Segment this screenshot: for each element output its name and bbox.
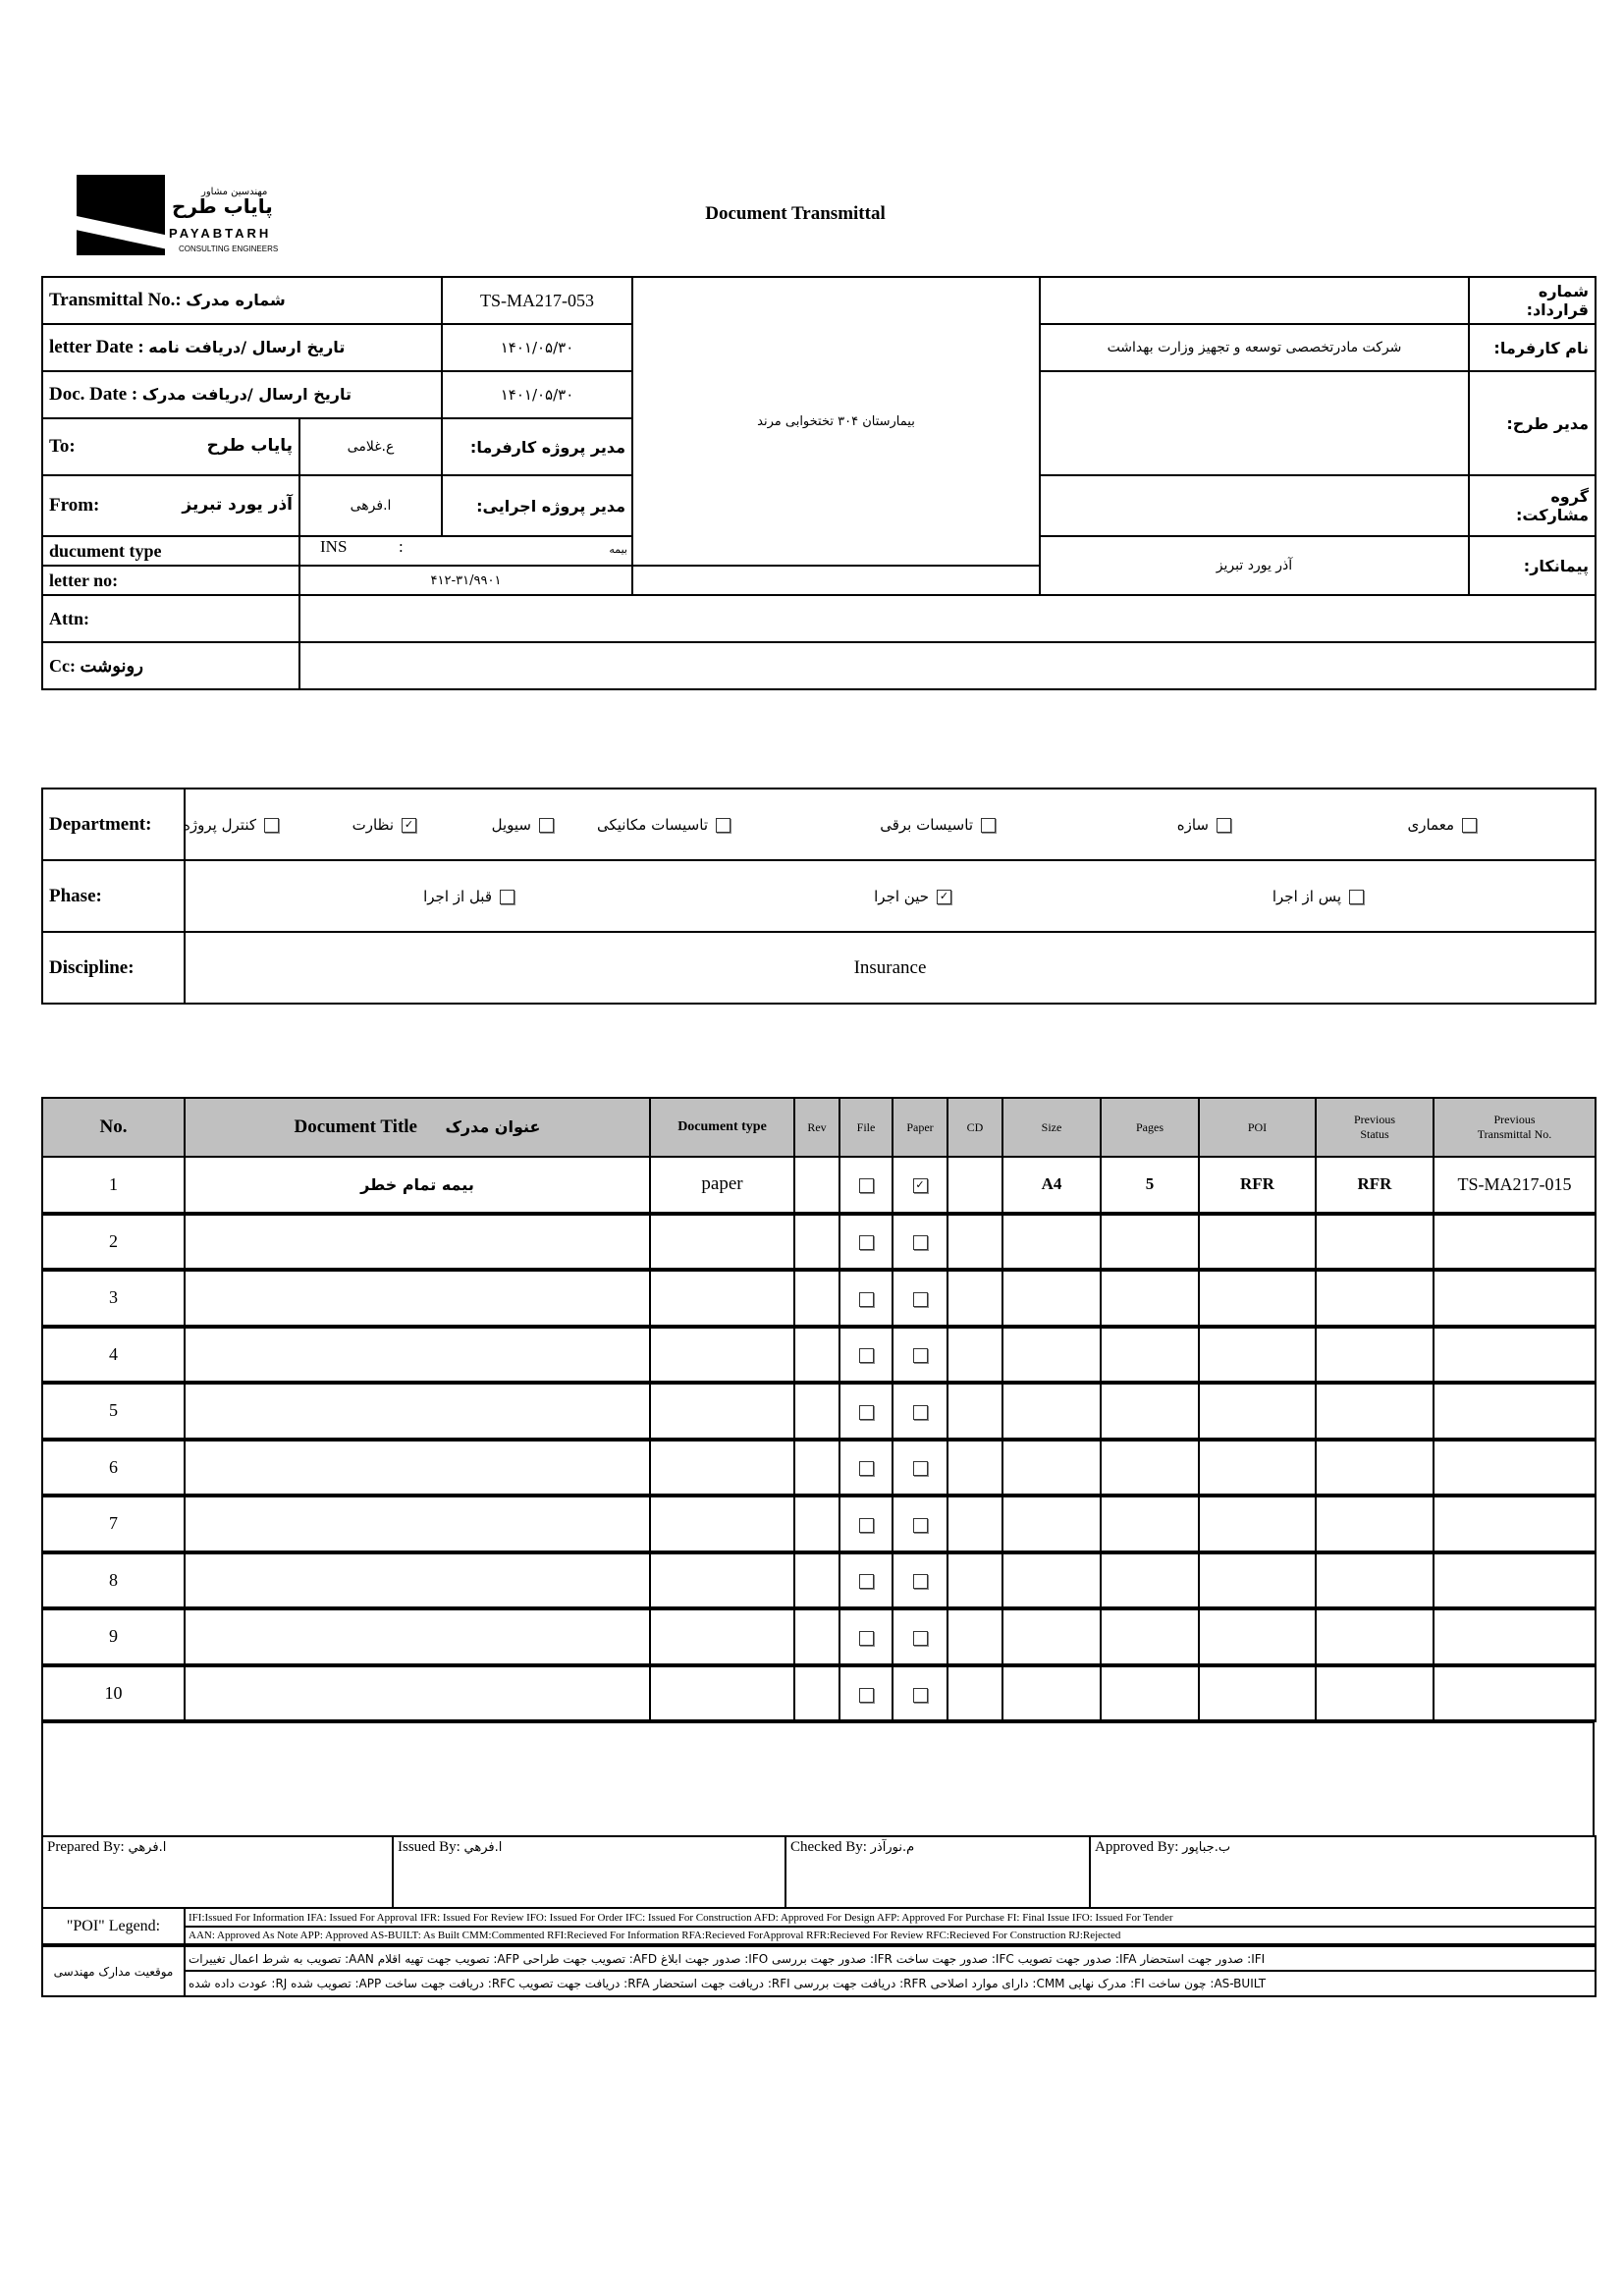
contractor-label: پیمانکار: [1469,536,1596,595]
col-title: Document Title عنوان مدرک [185,1098,650,1157]
cell-title [185,1383,650,1440]
cell-prev-transmittal [1434,1665,1596,1722]
checkbox-icon[interactable] [500,890,514,904]
department-option-label: معماری [1407,815,1454,834]
cell-pages [1101,1383,1199,1440]
col-prev-status: Previous Status [1316,1098,1434,1157]
cell-paper [893,1157,947,1214]
cell-size [1002,1214,1101,1271]
cell-file [839,1383,893,1440]
to-field: To: پایاب طرح [42,418,299,475]
phase-option[interactable] [1272,888,1364,905]
exec-pm-name: ا.فرهی [299,475,442,536]
prepared-by: Prepared By: ا.فرهي [42,1836,393,1908]
discipline-value: Insurance [185,932,1596,1004]
cell-prev-transmittal [1434,1327,1596,1384]
cell-file [839,1496,893,1552]
department-option-label: تاسیسات برقی [880,815,973,834]
phase-option-label: حین اجرا [874,887,929,905]
department-option[interactable] [352,816,416,834]
cell-title [185,1608,650,1665]
cell-pages [1101,1214,1199,1271]
department-option-label: سیویل [491,815,531,834]
cell-file [839,1440,893,1496]
cell-prev-status [1316,1665,1434,1722]
checkbox-icon[interactable] [859,1178,874,1193]
checkbox-icon[interactable] [913,1405,928,1420]
checkbox-icon[interactable] [859,1574,874,1589]
cell-paper [893,1383,947,1440]
table-row [42,1214,1596,1271]
cell-pages [1101,1440,1199,1496]
cell-no: 2 [42,1214,185,1271]
poi-legend-line-2: AAN: Approved As Note APP: Approved AS-BUILT: As Built CMM:Commented RFI:Recieved For Information RFA:Recieved ForApproval RFR:Recieved For Review RFC:Recieved For Construction RJ:Rejected [185,1927,1596,1945]
table-row [42,1327,1596,1384]
cell-cd [947,1157,1002,1214]
phase-option-label: قبل از اجرا [423,887,492,905]
phase-option-label: پس از اجرا [1272,887,1341,905]
cell-paper [893,1327,947,1384]
cell-prev-status [1316,1270,1434,1327]
cell-doc-type [650,1665,794,1722]
cell-prev-status: RFR [1316,1157,1434,1214]
cell-title [185,1496,650,1552]
cell-prev-transmittal [1434,1552,1596,1609]
cell-file [839,1665,893,1722]
cell-doc-type [650,1214,794,1271]
cell-cd [947,1440,1002,1496]
from-field: From: آذر یورد تبریز [42,475,299,536]
department-option-label: نظارت [352,815,394,834]
checkbox-icon[interactable] [913,1518,928,1533]
cell-pages: 5 [1101,1157,1199,1214]
cell-size [1002,1270,1101,1327]
cell-prev-transmittal [1434,1496,1596,1552]
cell-title: بیمه تمام خطر [185,1157,650,1214]
phase-option[interactable] [874,888,951,905]
cell-prev-transmittal [1434,1608,1596,1665]
cell-doc-type [650,1270,794,1327]
phase-label: Phase: [42,860,185,932]
logo-en-name: PAYABTARH [169,226,272,241]
cell-no: 10 [42,1665,185,1722]
doc-date-value: ۱۴۰۱/۰۵/۳۰ [442,371,632,418]
cell-cd [947,1552,1002,1609]
cell-pages [1101,1665,1199,1722]
department-option[interactable] [1408,816,1478,834]
department-label: Department: [42,789,185,860]
checkbox-icon[interactable] [859,1405,874,1420]
cell-paper [893,1608,947,1665]
phase-option[interactable] [423,888,514,905]
cell-rev [794,1157,839,1214]
cell-pages [1101,1496,1199,1552]
checkbox-icon[interactable] [913,1688,928,1703]
company-logo-mark [77,175,165,255]
department-option[interactable] [183,816,279,834]
checkbox-icon[interactable] [859,1518,874,1533]
cell-cd [947,1608,1002,1665]
cell-no: 3 [42,1270,185,1327]
table-row [42,1270,1596,1327]
contract-no-label: شماره قرارداد: [1469,277,1596,324]
cell-doc-type [650,1327,794,1384]
checkbox-icon[interactable] [913,1235,928,1250]
cell-title [185,1552,650,1609]
issued-by: Issued By: ا.فرهي [393,1836,785,1908]
letter-date-label: letter Date : تاریخ ارسال /دریافت نامه [42,324,442,371]
approved-by: Approved By: ب.جباپور [1090,1836,1596,1908]
cell-size [1002,1327,1101,1384]
cell-poi: RFR [1199,1157,1316,1214]
cell-poi [1199,1665,1316,1722]
page-title: Document Transmittal [705,203,886,224]
checkbox-icon[interactable] [859,1235,874,1250]
col-doc-type: Document type [650,1098,794,1157]
plan-manager-value [1040,371,1469,475]
col-pages: Pages [1101,1098,1199,1157]
checked-by: Checked By: م.نورآذر [785,1836,1090,1908]
cell-poi [1199,1270,1316,1327]
cell-size [1002,1440,1101,1496]
cell-prev-status [1316,1440,1434,1496]
checkbox-icon[interactable] [859,1461,874,1476]
cell-rev [794,1383,839,1440]
discipline-label: Discipline: [42,932,185,1004]
cell-file [839,1327,893,1384]
checkbox-icon[interactable] [913,1461,928,1476]
department-option[interactable] [597,816,731,834]
cell-rev [794,1665,839,1722]
fa-legend-label: موقعیت مدارک مهندسی [42,1945,185,1996]
cell-prev-transmittal [1434,1440,1596,1496]
checkbox-icon[interactable] [539,818,554,833]
cell-prev-status [1316,1327,1434,1384]
checkbox-icon[interactable] [859,1631,874,1646]
col-file: File [839,1098,893,1157]
cell-doc-type [650,1383,794,1440]
contract-no-value [1040,277,1469,324]
cell-doc-type [650,1440,794,1496]
client-pm-label: مدیر پروژه کارفرما: [442,418,632,475]
cell-doc-type [650,1552,794,1609]
cell-no: 7 [42,1496,185,1552]
checkbox-icon[interactable] [1217,818,1231,833]
department-option[interactable] [1177,816,1231,834]
cell-cd [947,1496,1002,1552]
cell-no: 8 [42,1552,185,1609]
legend-table [41,1907,1597,1997]
checkbox-icon[interactable] [981,818,996,833]
cell-file [839,1270,893,1327]
contractor-value: آذر یورد تبریز [1040,536,1469,595]
cell-paper [893,1440,947,1496]
logo-fa-subtitle: مهندسین مشاور [201,187,268,197]
cell-size: A4 [1002,1157,1101,1214]
cell-title [185,1214,650,1271]
plan-manager-label: مدیر طرح: [1469,371,1596,475]
partnership-label: گروه مشارکت: [1469,475,1596,536]
cell-rev [794,1214,839,1271]
doc-date-label: Doc. Date : تاریخ ارسال /دریافت مدرک [42,371,442,418]
letter-no-label: letter no: [42,566,299,595]
project-name-cont [632,566,1040,595]
cell-prev-status [1316,1383,1434,1440]
documents-table [41,1097,1597,1722]
cell-size [1002,1608,1101,1665]
letter-no-value: ۴۱۲-۳۱/۹۹۰۱ [299,566,632,595]
checkbox-icon[interactable] [716,818,731,833]
cell-file [839,1552,893,1609]
checkbox-checked-icon[interactable]: ✓ [913,1178,928,1193]
table-row [42,1440,1596,1496]
cell-cd [947,1214,1002,1271]
partnership-value [1040,475,1469,536]
letter-date-value: ۱۴۰۱/۰۵/۳۰ [442,324,632,371]
cell-title [185,1665,650,1722]
poi-legend-label: "POI" Legend: [42,1908,185,1945]
cell-prev-status [1316,1552,1434,1609]
department-options [185,789,1596,860]
cell-poi [1199,1214,1316,1271]
doc-type-value: INS : بیمه [299,536,632,566]
cell-file [839,1608,893,1665]
checkbox-icon[interactable] [859,1348,874,1363]
doc-type-label: ducument type [42,536,299,566]
col-size: Size [1002,1098,1101,1157]
client-pm-name: ع.غلامی [299,418,442,475]
employer-label: نام کارفرما: [1469,324,1596,371]
cell-no: 6 [42,1440,185,1496]
cell-cd [947,1383,1002,1440]
checkbox-icon[interactable] [913,1631,928,1646]
cell-cd [947,1665,1002,1722]
cell-no: 4 [42,1327,185,1384]
cell-prev-transmittal [1434,1270,1596,1327]
attn-label: Attn: [42,595,299,642]
cc-value [299,642,1596,689]
checkbox-checked-icon[interactable]: ✓ [937,890,951,904]
cell-rev [794,1327,839,1384]
table-row [42,1157,1596,1214]
cell-poi [1199,1496,1316,1552]
remarks-area [41,1719,1595,1837]
cell-doc-type [650,1608,794,1665]
cell-pages [1101,1327,1199,1384]
cell-title [185,1270,650,1327]
col-paper: Paper [893,1098,947,1157]
transmittal-header-table [41,276,1597,690]
table-row [42,1608,1596,1665]
checkbox-icon[interactable] [859,1688,874,1703]
exec-pm-label: مدیر پروژه اجرایی: [442,475,632,536]
department-option[interactable] [492,816,554,834]
logo-en-subtitle: CONSULTING ENGINEERS [179,245,279,253]
col-no: No. [42,1098,185,1157]
cell-paper [893,1270,947,1327]
transmittal-no-label: Transmittal No.: شماره مدرک [42,277,442,324]
department-option-label: سازه [1176,815,1209,834]
cell-no: 5 [42,1383,185,1440]
cell-title [185,1327,650,1384]
cell-size [1002,1665,1101,1722]
checkbox-icon[interactable] [859,1292,874,1307]
fa-legend-line-1: IFI: صدور جهت استحضار IFA: صدور جهت تصویب IFC: صدور جهت ساخت IFR: صدور جهت بررسی IFO: صدور جهت ابلاغ AFD: تصویب جهت طراحی AFP: تصویب جهت تهیه اقلام AAN: تصویب به شرط اعمال تغییرات [185,1945,1596,1971]
cell-prev-status [1316,1214,1434,1271]
cell-prev-status [1316,1496,1434,1552]
cc-label: Cc: رونوشت [42,642,299,689]
logo-fa-name: پایاب طرح [172,194,273,218]
cell-paper [893,1665,947,1722]
cell-pages [1101,1608,1199,1665]
cell-poi [1199,1440,1316,1496]
department-option[interactable] [880,816,996,834]
cell-prev-transmittal [1434,1214,1596,1271]
cell-rev [794,1440,839,1496]
cell-prev-transmittal: TS-MA217-015 [1434,1157,1596,1214]
checkbox-icon[interactable] [913,1574,928,1589]
phase-options [185,860,1596,932]
cell-pages [1101,1270,1199,1327]
cell-size [1002,1383,1101,1440]
cell-cd [947,1270,1002,1327]
table-row [42,1383,1596,1440]
classification-table [41,788,1597,1005]
checkbox-checked-icon[interactable]: ✓ [402,818,416,833]
cell-pages [1101,1552,1199,1609]
transmittal-no-value: TS-MA217-053 [442,277,632,324]
checkbox-icon[interactable] [913,1348,928,1363]
project-name: بیمارستان ۳۰۴ تختخوابی مرند [632,277,1040,566]
cell-paper [893,1214,947,1271]
cell-doc-type: paper [650,1157,794,1214]
cell-poi [1199,1608,1316,1665]
checkbox-icon[interactable] [1462,818,1477,833]
cell-prev-transmittal [1434,1383,1596,1440]
department-option-label: تاسیسات مکانیکی [596,815,708,834]
table-row [42,1552,1596,1609]
col-cd: CD [947,1098,1002,1157]
cell-rev [794,1496,839,1552]
cell-poi [1199,1327,1316,1384]
table-row [42,1496,1596,1552]
cell-paper [893,1552,947,1609]
cell-rev [794,1270,839,1327]
fa-legend-line-2: AS-BUILT: چون ساخت FI: مدرک نهایی CMM: دارای موارد اصلاحی RFR: دریافت جهت بررسی RFI: دریافت جهت استحضار RFA: دریافت جهت تصویب RFC: دریافت جهت ساخت APP: تصویب شده RJ: عودت داده شده [185,1971,1596,1996]
cell-size [1002,1496,1101,1552]
cell-rev [794,1608,839,1665]
cell-rev [794,1552,839,1609]
checkbox-icon[interactable] [264,818,279,833]
cell-size [1002,1552,1101,1609]
col-rev: Rev [794,1098,839,1157]
cell-poi [1199,1383,1316,1440]
cell-paper [893,1496,947,1552]
poi-legend-line-1: IFI:Issued For Information IFA: Issued For Approval IFR: Issued For Review IFO: Issued For Order IFC: Issued For Construction AFD: Approved For Design AFP: Approved For Purchase FI: Final Issue IFO: Issued For Tender [185,1908,1596,1927]
cell-no: 1 [42,1157,185,1214]
col-poi: POI [1199,1098,1316,1157]
cell-title [185,1440,650,1496]
employer-value: شرکت مادرتخصصی توسعه و تجهیز وزارت بهداشت [1040,324,1469,371]
cell-prev-status [1316,1608,1434,1665]
col-prev-transmittal: Previous Transmittal No. [1434,1098,1596,1157]
cell-no: 9 [42,1608,185,1665]
cell-doc-type [650,1496,794,1552]
checkbox-icon[interactable] [1349,890,1364,904]
cell-file [839,1214,893,1271]
signature-table [41,1835,1597,1909]
table-row [42,1665,1596,1722]
cell-file [839,1157,893,1214]
cell-poi [1199,1552,1316,1609]
attn-value [299,595,1596,642]
cell-cd [947,1327,1002,1384]
department-option-label: کنترل پروژه [183,815,256,834]
checkbox-icon[interactable] [913,1292,928,1307]
